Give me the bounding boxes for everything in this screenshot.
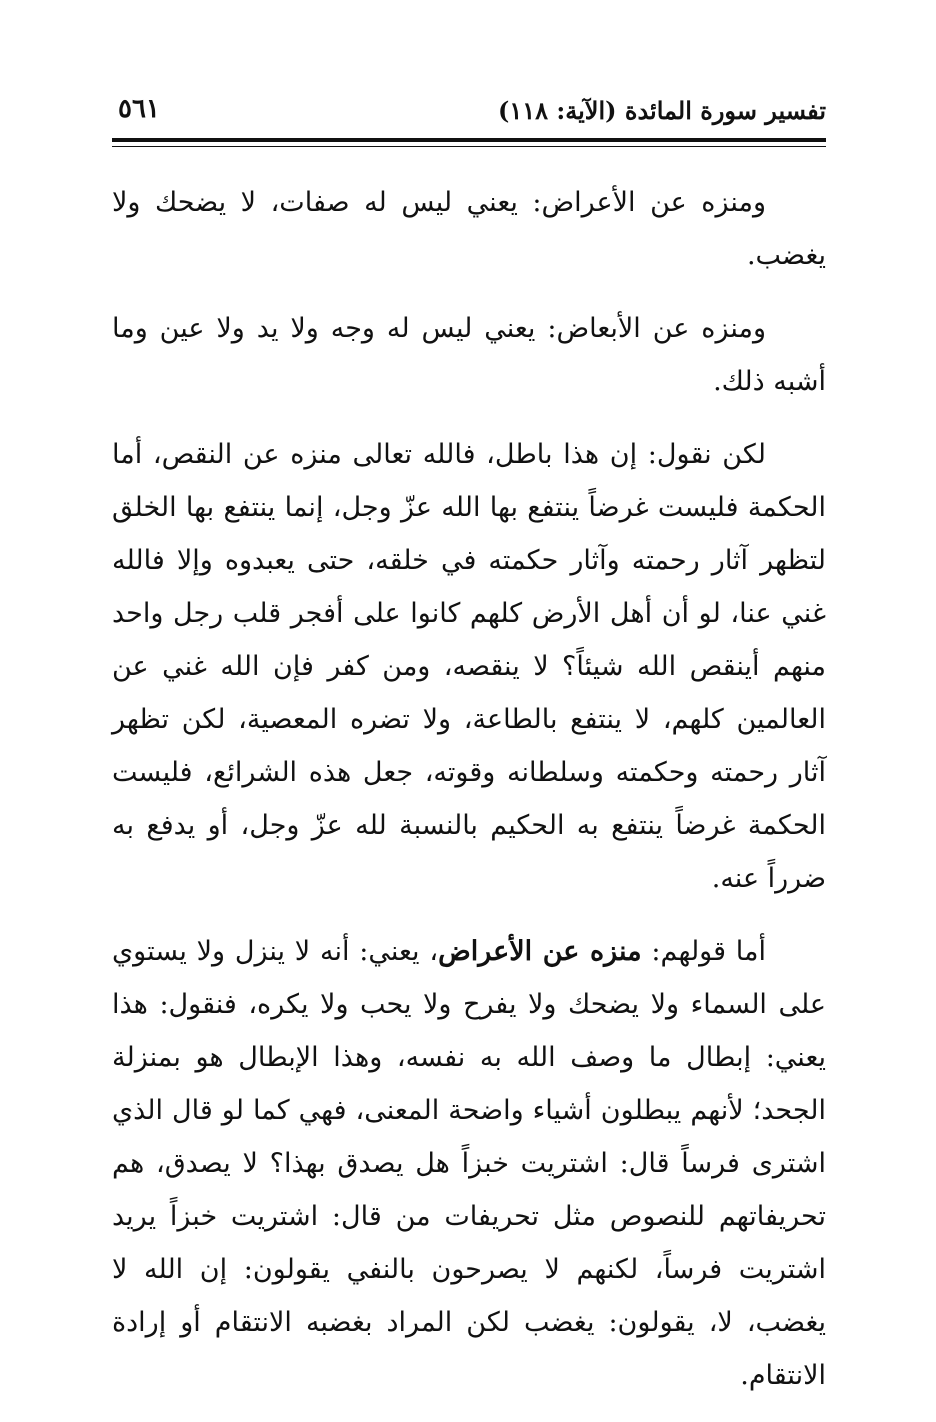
page-number: ٥٦١ xyxy=(118,94,160,124)
header-rule-thick xyxy=(112,138,826,142)
body-text xyxy=(112,176,826,1422)
paragraph-4-text: ، يعني: أنه لا ينزل ولا يستوي على السماء ولا يضحك ولا يفرح ولا يحب ولا يكره، فنقول: هذا يعني: إبطال ما وصف الله به نفسه، وهذا الإبطال هو بمنزلة الجحد؛ لأنهم يبطلون أشياء واضحة المعنى، فهي كما لو قال الذي اشترى فرساً قال: اشتريت خبزاً هل يصدق بهذا؟ لا يصدق، هم تحريفاتهم للنصوص مثل تحريفات من قال: اشتريت خبزاً يريد اشتريت فرساً، لكنهم لا يصرحون بالنفي يقولون: إن الله لا يغضب، لا، يقولون: يغضب لكن المراد بغضبه الانتقام أو إرادة الانتقام. xyxy=(112,936,826,1391)
header-rule-thin xyxy=(112,146,826,147)
paragraph-2: ومنزه عن الأبعاض: يعني ليس له وجه ولا يد ولا عين وما أشبه ذلك. xyxy=(112,313,826,397)
header-title: تفسير سورة المائدة (الآية: ١١٨) xyxy=(498,96,826,125)
paragraph-1: ومنزه عن الأعراض: يعني ليس له صفات، لا يضحك ولا يغضب. xyxy=(112,187,826,271)
paragraph-4 xyxy=(112,925,826,1402)
paragraph-4-prefix: أما قولهم: xyxy=(641,936,766,967)
running-header xyxy=(112,92,826,132)
paragraph-3: لكن نقول: إن هذا باطل، فالله تعالى منزه عن النقص، أما الحكمة فليست غرضاً ينتفع بها الله عزّ وجل، إنما ينتفع بها الخلق لتظهر آثار رحمته وآثار حكمته في خلقه، حتى يعبدوه وإلا فالله غني عنا، لو أن أهل الأرض كلهم كانوا على أفجر قلب رجل واحد منهم أينقص الله شيئاً؟ لا ينقصه، ومن كفر فإن الله غني عن العالمين كلهم، لا ينتفع بالطاعة، ولا تضره المعصية، لكن تظهر آثار رحمته وحكمته وسلطانه وقوته، جعل هذه الشرائع، فليست الحكمة غرضاً ينتفع به الحكيم بالنسبة لله عزّ وجل، أو يدفع به ضرراً عنه. xyxy=(112,439,826,894)
paragraph-4-bold-term: منزه عن الأعراض xyxy=(438,936,642,967)
